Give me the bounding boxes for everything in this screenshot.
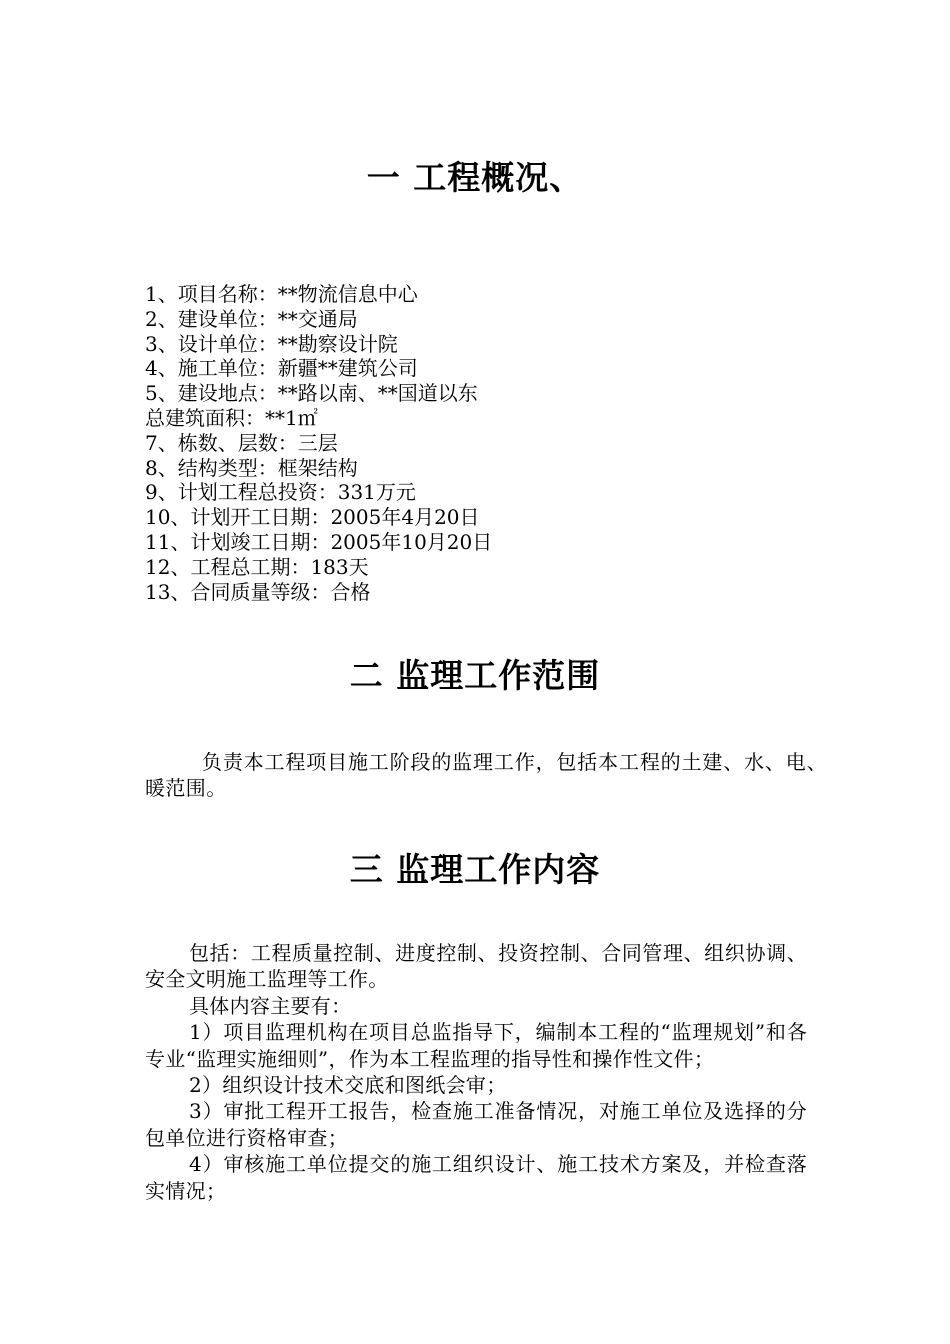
info-item-project-name: 1、项目名称：**物流信息中心: [145, 282, 418, 306]
section-heading-scope: 二 监理工作范围: [349, 656, 601, 695]
content-paragraph-intro: 具体内容主要有：: [189, 993, 352, 1018]
info-item-designer: 3、设计单位：**勘察设计院: [145, 331, 398, 356]
content-paragraph-item-2: 2）组织设计技术交底和图纸会审；: [189, 1073, 507, 1098]
info-item-start-date: 10、计划开工日期：2005年4月20日: [145, 505, 480, 530]
info-item-buildings-floors: 7、栋数、层数：三层: [145, 430, 338, 455]
section-heading-content: 三 监理工作内容: [349, 850, 601, 889]
info-item-quality-grade: 13、合同质量等级：合格: [145, 579, 371, 604]
info-item-location: 5、建设地点：**路以南、**国道以东: [145, 381, 478, 406]
section-heading-overview: 一 工程概况、: [366, 158, 584, 197]
scope-paragraph: 负责本工程项目施工阶段的监理工作，包括本工程的土建、水、电、暖范围。: [145, 750, 827, 800]
content-paragraph-summary: 包括：工程质量控制、进度控制、投资控制、合同管理、组织协调、安全文明施工监理等工作。: [145, 941, 807, 992]
info-item-completion-date: 11、计划竣工日期：2005年10月20日: [145, 529, 493, 554]
content-paragraph-item-1: 1）项目监理机构在项目总监指导下，编制本工程的“监理规划”和各专业“监理实施细则”，作为本工程监理的指导性和操作性文件；: [145, 1020, 807, 1071]
content-paragraph-item-3: 3）审批工程开工报告，检查施工准备情况，对施工单位及选择的分包单位进行资格审查；: [145, 1099, 807, 1150]
content-paragraph-item-4: 4）审核施工单位提交的施工组织设计、施工技术方案及，并检查落实情况；: [145, 1152, 807, 1203]
info-item-duration: 12、工程总工期：183天: [145, 554, 369, 579]
info-item-contractor: 4、施工单位：新疆**建筑公司: [145, 356, 418, 381]
info-item-floor-area: 总建筑面积：**1㎡: [145, 405, 318, 430]
project-info-list: [145, 282, 825, 604]
content-body: [145, 940, 807, 1204]
info-item-investment: 9、计划工程总投资：331万元: [145, 480, 416, 505]
info-item-client: 2、建设单位：**交通局: [145, 306, 358, 331]
info-item-structure-type: 8、结构类型：框架结构: [145, 455, 358, 480]
